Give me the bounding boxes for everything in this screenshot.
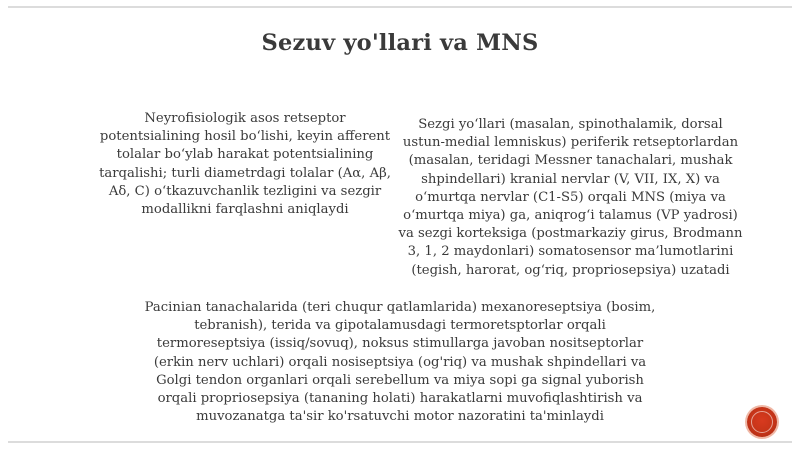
left-text-block: Neyrofisiologik asos retseptor potentsialining hosil bo‘lishi, keyin afferent tolalar bo‘ylab harakat potentsialining tarqalishi; turli diametrdagi tolalar (Aα, Aβ, Aδ, C) o‘tkazuvchanlik tezligini va sezgir modallikni farqlashni aniqlaydi	[99, 111, 391, 218]
slide-title: Sezuv yo'llari va MNS	[261, 30, 539, 56]
circle-nav-icon	[751, 411, 773, 433]
top-border	[8, 6, 792, 8]
right-text-block: Sezgi yo‘llari (masalan, spinothalamik, dorsal ustun-medial lemniskus) periferik retseptorlardan (masalan, teridagi Messner tanachalari, mushak shpindellari) kranial nervlar (V, VII, IX, X) va o‘murtqa nervlar (C1-S5) orqali MNS (miya va o‘murtqa miya) ga, aniqrog‘i talamus (VP yadrosi) va sezgi korteksiga (postmarkaziy girus, Brodmann 3, 1, 2 maydonlari) somatosensor ma’lumotlarini (tegish, harorat, og‘riq, propriosepsiya) uzatadi	[398, 117, 743, 278]
bottom-border	[8, 441, 792, 443]
bottom-text-block: Pacinian tanachalarida (teri chuqur qatlamlarida) mexanoreseptsiya (bosim, tebranish), terida va gipotalamusdagi termoretsptorlar orqali termoreseptsiya (issiq/sovuq), noksus stimullarga javoban nositseptorlar (erkin nerv uchlari) orqali nosiseptsiya (og'riq) va mushak shpindellari va Golgi tendon organlari orqali serebellum va miya sopi ga signal yuborish orqali propriosepsiya (tananing holati) harakatlarni muvofiqlashtirish va muvozanatga ta'sir ko'rsatuvchi motor nazoratini ta'minlaydi	[144, 300, 656, 425]
next-slide-button[interactable]	[747, 407, 777, 437]
